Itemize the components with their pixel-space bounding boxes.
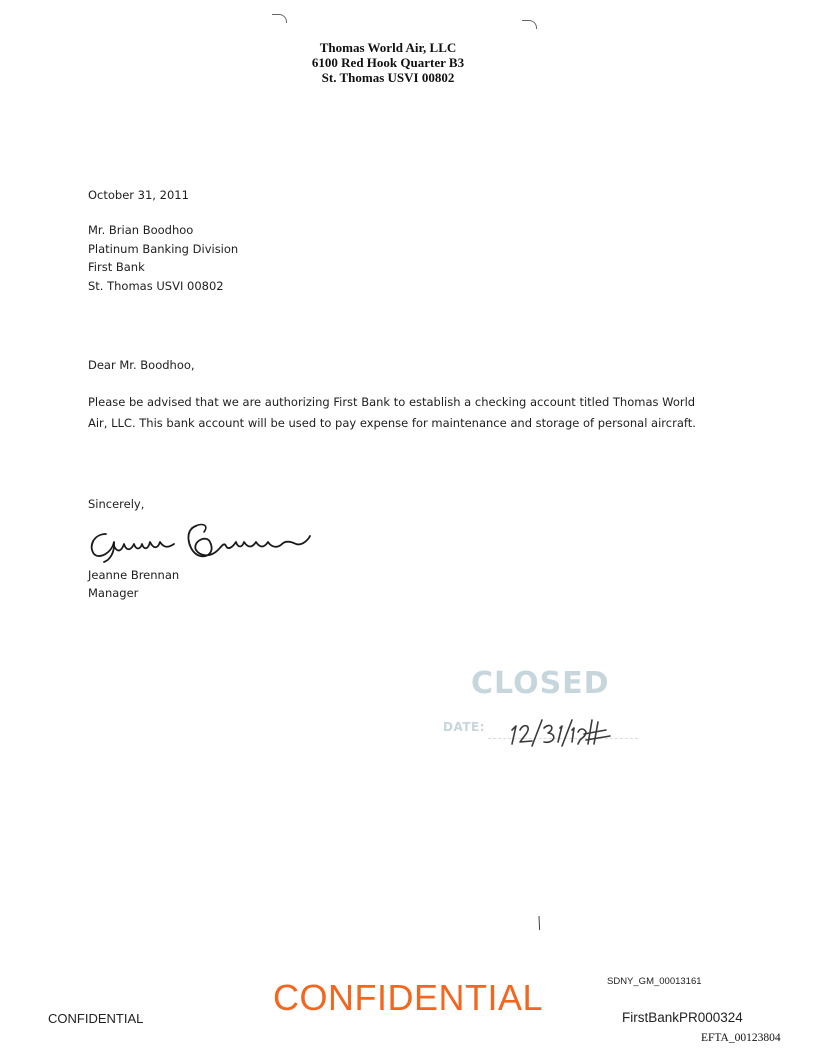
closed-stamp-label: CLOSED [471,666,610,701]
letter-date: October 31, 2011 [88,188,189,202]
confidential-label: CONFIDENTIAL [48,1011,144,1026]
handwritten-signature [84,520,354,564]
stray-mark [538,916,540,930]
recipient-address [88,221,238,295]
bates-number-bank: FirstBankPR000324 [622,1010,743,1025]
signer-title: Manager [88,586,139,600]
letterhead [0,40,776,85]
punch-hole-mark-left [272,14,287,23]
punch-hole-mark-right [522,20,537,29]
letter-body: Please be advised that we are authorizing First Bank to establish a checking account titled Thomas World Air, LLC. This bank account will be used to pay expense for maintenance and storage of personal aircraft. [88,395,696,430]
stamp-handwritten-date [506,706,626,748]
stamp-date-label: DATE: [443,720,485,734]
closing: Sincerely, [88,497,145,511]
recipient-division: Platinum Banking Division [88,241,239,256]
company-street: 6100 Red Hook Quarter B3 [311,55,465,70]
recipient-bank: First Bank [88,260,145,274]
signer-name: Jeanne Brennan [88,568,180,582]
company-name: Thomas World Air, LLC [319,40,457,55]
efta-number: EFTA_00123804 [701,1032,781,1044]
recipient-city: St. Thomas USVI 00802 [88,278,224,293]
bates-number-sdny: SDNY_GM_00013161 [607,976,702,987]
company-city: St. Thomas USVI 00802 [321,70,455,85]
confidential-watermark: CONFIDENTIAL [273,977,544,1018]
signer-block [88,566,179,602]
salutation: Dear Mr. Boodhoo, [88,358,195,372]
recipient-name: Mr. Brian Boodhoo [88,223,194,237]
